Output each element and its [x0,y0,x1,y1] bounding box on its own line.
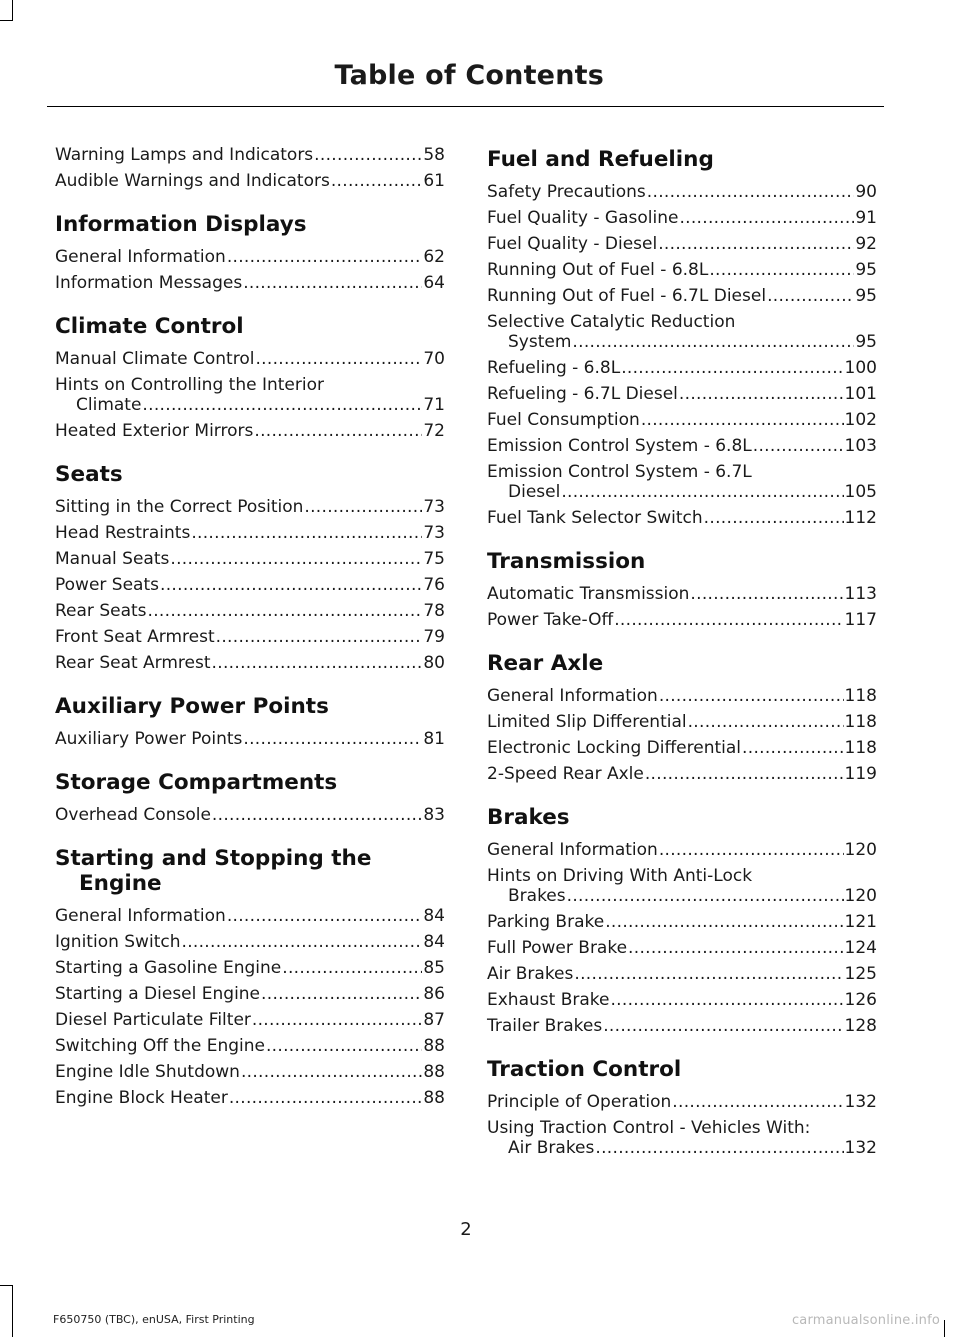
dot-leader [672,1092,843,1112]
toc-entry[interactable] [55,523,445,543]
toc-entry-page: 119 [844,764,877,784]
toc-entry-page: 112 [844,508,877,528]
toc-entry[interactable] [487,738,877,758]
dot-leader [595,1138,843,1158]
toc-entry-title: Emission Control System - 6.7L [487,462,752,482]
toc-entry-page: 113 [844,584,877,604]
dot-leader [641,410,844,430]
toc-entry-page: 88 [423,1088,445,1108]
dot-leader [659,686,844,706]
toc-entry-title-continuation: Climate [76,395,142,415]
dot-leader [690,584,843,604]
dot-leader [621,358,843,378]
dot-leader [160,575,422,595]
dot-leader [216,627,423,647]
toc-entry-title: Using Traction Control - Vehicles With: [487,1118,811,1138]
toc-entry-title: Fuel Quality - Diesel [487,234,658,254]
section-heading-text: Storage Compartments [55,770,338,795]
toc-entry-title: Fuel Consumption [487,410,640,430]
toc-entry[interactable] [487,866,877,906]
toc-entry[interactable] [55,601,445,621]
toc-entry[interactable] [55,729,445,749]
dot-leader [314,145,422,165]
section-heading-text: Seats [55,462,123,487]
toc-entry-page: 118 [844,712,877,732]
toc-entry[interactable] [55,575,445,595]
toc-entry-page: 58 [423,145,445,165]
toc-entry[interactable] [487,260,877,280]
toc-entry-title: Refueling - 6.7L Diesel [487,384,678,404]
toc-entry[interactable] [55,627,445,647]
toc-entry[interactable] [55,171,445,191]
dot-leader [266,1036,422,1056]
toc-entry-title: General Information [487,686,658,706]
toc-entry-title: Manual Climate Control [55,349,255,369]
toc-entry[interactable] [487,584,877,604]
toc-entry-title-continuation: Diesel [508,482,561,502]
toc-entry-title: Fuel Tank Selector Switch [487,508,703,528]
print-footer: F650750 (TBC), enUSA, First Printing [53,1313,255,1326]
section-heading-text: Rear Axle [487,651,604,676]
toc-entry-page: 86 [423,984,445,1004]
toc-entry-page: 100 [844,358,877,378]
toc-entry-page: 80 [423,653,445,673]
toc-entry-page: 76 [423,575,445,595]
section-heading-continuation: Engine [79,871,162,896]
toc-entry[interactable] [55,273,445,293]
toc-entry[interactable] [55,958,445,978]
toc-entry-title: Auxiliary Power Points [55,729,243,749]
toc-entry[interactable] [487,234,877,254]
crop-mark-top-left [12,0,13,20]
toc-entry-page: 83 [423,805,445,825]
toc-entry-page: 90 [855,182,877,202]
toc-entry[interactable] [487,686,877,706]
toc-entry-title: Hints on Driving With Anti-Lock [487,866,753,886]
toc-entry[interactable] [487,964,877,984]
toc-entry-page: 85 [423,958,445,978]
toc-entry-page: 75 [423,549,445,569]
section-heading-text: Information Displays [55,212,307,237]
section-heading [55,462,445,487]
crop-mark-top-left-h [0,20,13,21]
dot-leader [753,436,844,456]
toc-entry-title: Heated Exterior Mirrors [55,421,254,441]
dot-leader [304,497,422,517]
dot-leader [709,260,854,280]
toc-entry-title: Engine Block Heater [55,1088,228,1108]
toc-entry-page: 92 [855,234,877,254]
dot-leader [610,990,843,1010]
toc-entry-title: Sitting in the Correct Position [55,497,304,517]
section-heading [55,212,445,237]
toc-entry-title: Electronic Locking Differential [487,738,742,758]
toc-entry[interactable] [487,208,877,228]
toc-entry-page: 88 [423,1062,445,1082]
toc-entry-page: 91 [855,208,877,228]
dot-leader [603,1016,843,1036]
toc-entry-page: 120 [844,886,877,906]
section-heading-text: Starting and Stopping the [55,846,372,871]
dot-leader [572,332,854,352]
page-number: 2 [460,1219,472,1240]
section-heading [487,1057,877,1082]
toc-entry-page: 128 [844,1016,877,1036]
toc-entry-title: Diesel Particulate Filter [55,1010,251,1030]
toc-entry-title: General Information [55,247,226,267]
dot-leader [255,349,422,369]
toc-entry[interactable] [55,145,445,165]
section-heading-text: Fuel and Refueling [487,147,714,172]
section-heading-text: Transmission [487,549,646,574]
toc-entry-title: Safety Precautions [487,182,646,202]
section-heading [55,770,445,795]
dot-leader [647,182,855,202]
dot-leader [229,1088,423,1108]
dot-leader [658,234,854,254]
toc-left-column [55,145,445,1114]
toc-entry-title: Parking Brake [487,912,605,932]
dot-leader [645,764,844,784]
toc-entry[interactable] [55,653,445,673]
toc-entry-page: 124 [844,938,877,958]
crop-mark-bottom-left-h [0,1285,13,1286]
toc-entry-title: Manual Seats [55,549,170,569]
dot-leader [254,421,422,441]
section-heading [487,549,877,574]
dot-leader [227,906,423,926]
section-heading-text: Brakes [487,805,570,830]
toc-entry-title: Rear Seats [55,601,147,621]
toc-entry[interactable] [55,421,445,441]
toc-entry-title: 2-Speed Rear Axle [487,764,644,784]
section-heading [487,805,877,830]
toc-entry-title: Running Out of Fuel - 6.8L [487,260,709,280]
toc-entry-page: 118 [844,738,877,758]
section-heading [487,651,877,676]
toc-entry-title: Switching Off the Engine [55,1036,265,1056]
dot-leader [742,738,844,758]
toc-entry-title: Refueling - 6.8L [487,358,621,378]
toc-entry[interactable] [55,549,445,569]
dot-leader [191,523,422,543]
toc-entry-title: Rear Seat Armrest [55,653,211,673]
toc-entry-title: Limited Slip Differential [487,712,687,732]
toc-entry-title: Fuel Quality - Gasoline [487,208,679,228]
toc-entry-page: 126 [844,990,877,1010]
toc-entry-page: 78 [423,601,445,621]
toc-entry-page: 121 [844,912,877,932]
toc-entry-page: 61 [423,171,445,191]
toc-entry[interactable] [487,286,877,306]
toc-entry-page: 70 [423,349,445,369]
toc-entry[interactable] [55,932,445,952]
toc-entry-title: Running Out of Fuel - 6.7L Diesel [487,286,767,306]
crop-mark-bottom-right [944,1320,945,1337]
toc-entry-page: 118 [844,686,877,706]
section-heading-text: Climate Control [55,314,244,339]
toc-entry-page: 105 [844,482,877,502]
dot-leader [212,653,423,673]
dot-leader [252,1010,422,1030]
toc-entry-page: 120 [844,840,877,860]
toc-entry-title: Head Restraints [55,523,191,543]
dot-leader [331,171,423,191]
toc-entry[interactable] [487,712,877,732]
dot-leader [561,482,843,502]
toc-entry-title-continuation: Air Brakes [508,1138,595,1158]
toc-entry[interactable] [487,912,877,932]
toc-entry[interactable] [55,247,445,267]
toc-entry-title: Starting a Diesel Engine [55,984,261,1004]
dot-leader [605,912,843,932]
toc-entry-title: Audible Warnings and Indicators [55,171,330,191]
toc-entry-title: General Information [487,840,658,860]
toc-entry[interactable] [487,312,877,352]
toc-entry-page: 79 [423,627,445,647]
toc-entry[interactable] [487,436,877,456]
toc-entry-title: Power Seats [55,575,159,595]
toc-entry-title-continuation: System [508,332,572,352]
toc-entry[interactable] [55,497,445,517]
toc-entry[interactable] [487,508,877,528]
toc-entry[interactable] [487,938,877,958]
toc-entry-page: 103 [844,436,877,456]
dot-leader [261,984,422,1004]
header-divider [47,106,884,107]
toc-entry[interactable] [487,1118,877,1158]
toc-entry-title: General Information [55,906,226,926]
dot-leader [243,729,422,749]
section-heading-text: Auxiliary Power Points [55,694,329,719]
toc-entry[interactable] [487,358,877,378]
toc-entry-title: Warning Lamps and Indicators [55,145,314,165]
toc-entry-title: Starting a Gasoline Engine [55,958,282,978]
toc-right-column [487,145,877,1164]
toc-entry[interactable] [487,764,877,784]
toc-entry-title: Engine Idle Shutdown [55,1062,240,1082]
section-heading-text: Traction Control [487,1057,682,1082]
toc-entry[interactable] [55,1036,445,1056]
watermark: carmanualsonline.info [791,1313,940,1328]
toc-entry-page: 125 [844,964,877,984]
dot-leader [567,886,844,906]
toc-entry[interactable] [55,349,445,369]
dot-leader [767,286,854,306]
toc-entry[interactable] [55,1062,445,1082]
toc-entry-page: 84 [423,906,445,926]
toc-entry-title: Information Messages [55,273,243,293]
toc-entry-page: 95 [855,260,877,280]
toc-entry[interactable] [487,1092,877,1112]
toc-entry-page: 72 [423,421,445,441]
toc-entry-title: Overhead Console [55,805,211,825]
dot-leader [212,805,422,825]
toc-entry-title: Automatic Transmission [487,584,690,604]
section-heading [55,846,445,896]
toc-entry[interactable] [487,182,877,202]
toc-entry-page: 95 [855,286,877,306]
toc-entry-page: 101 [844,384,877,404]
toc-entry-page: 132 [844,1092,877,1112]
dot-leader [659,840,844,860]
toc-entry-title: Principle of Operation [487,1092,672,1112]
toc-entry-page: 87 [423,1010,445,1030]
toc-entry[interactable] [55,906,445,926]
dot-leader [181,932,422,952]
toc-entry-page: 71 [423,395,445,415]
toc-entry[interactable] [487,610,877,630]
dot-leader [628,938,844,958]
toc-entry-page: 73 [423,497,445,517]
toc-entry[interactable] [487,384,877,404]
toc-entry-page: 81 [423,729,445,749]
section-heading [487,147,877,172]
toc-entry-title: Power Take-Off [487,610,614,630]
dot-leader [679,208,854,228]
toc-entry-title: Full Power Brake [487,938,628,958]
dot-leader [688,712,844,732]
toc-entry-page: 84 [423,932,445,952]
dot-leader [243,273,422,293]
dot-leader [704,508,844,528]
section-heading [55,694,445,719]
toc-entry-title: Hints on Controlling the Interior [55,375,324,395]
toc-entry[interactable] [487,462,877,502]
toc-entry-page: 73 [423,523,445,543]
toc-entry-page: 117 [844,610,877,630]
toc-entry-page: 88 [423,1036,445,1056]
toc-entry-title: Air Brakes [487,964,574,984]
dot-leader [142,395,422,415]
toc-entry[interactable] [55,375,445,415]
dot-leader [148,601,423,621]
toc-entry-title: Exhaust Brake [487,990,610,1010]
dot-leader [241,1062,422,1082]
crop-mark-bottom-left [12,1285,13,1337]
toc-entry[interactable] [487,1016,877,1036]
toc-entry[interactable] [55,1088,445,1108]
toc-entry-page: 95 [855,332,877,352]
toc-entry[interactable] [487,410,877,430]
section-heading [55,314,445,339]
dot-leader [679,384,844,404]
dot-leader [227,247,423,267]
dot-leader [614,610,843,630]
toc-entry-title: Emission Control System - 6.8L [487,436,752,456]
dot-leader [170,549,422,569]
toc-entry-title: Ignition Switch [55,932,181,952]
toc-entry-page: 62 [423,247,445,267]
toc-entry[interactable] [55,805,445,825]
toc-entry-title: Front Seat Armrest [55,627,215,647]
toc-entry-title: Selective Catalytic Reduction [487,312,736,332]
page-title: Table of Contents [334,60,604,91]
toc-entry-title: Trailer Brakes [487,1016,603,1036]
toc-entry[interactable] [487,990,877,1010]
dot-leader [574,964,843,984]
toc-entry-page: 64 [423,273,445,293]
toc-entry[interactable] [55,984,445,1004]
toc-entry-page: 102 [844,410,877,430]
toc-entry-title-continuation: Brakes [508,886,566,906]
toc-entry-page: 132 [844,1138,877,1158]
dot-leader [282,958,422,978]
toc-entry[interactable] [55,1010,445,1030]
toc-entry[interactable] [487,840,877,860]
